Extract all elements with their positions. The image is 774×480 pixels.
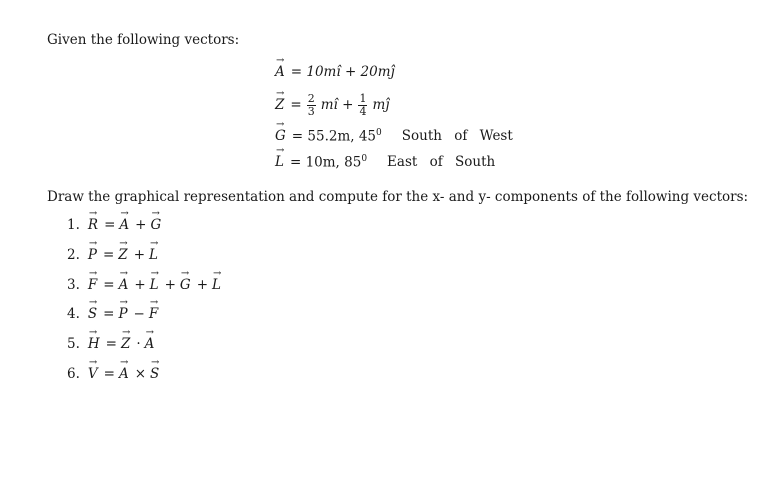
vector-z-equals: = <box>290 97 302 114</box>
item-operand-1: → Z <box>118 247 129 263</box>
item-operand-1: → P <box>118 306 129 322</box>
item-operand-1: → A <box>119 217 131 233</box>
item-operand-2: → L <box>149 247 160 263</box>
vector-l-magnitude-angle <box>290 154 367 171</box>
vector-z-definition <box>275 93 389 117</box>
fraction-2-denominator: 4 <box>359 104 367 118</box>
item-operand-2: → G <box>150 217 163 233</box>
vector-l-degree: 0 <box>361 154 368 164</box>
item-number: 1. <box>67 217 80 233</box>
list-item <box>67 247 160 263</box>
vector-g-degree: 0 <box>376 128 382 138</box>
item-operand-2: → S <box>150 366 161 382</box>
item-operand-2: → A <box>145 336 157 352</box>
vector-g-value: = 55.2m, 45 <box>291 128 377 145</box>
item-operand-4: → L <box>212 277 223 293</box>
item-operand-1: → Z <box>121 336 132 352</box>
item-lhs: → H <box>88 336 102 352</box>
vector-a-definition <box>275 64 395 80</box>
item-operand-2: → F <box>149 306 160 322</box>
vector-g-magnitude-angle <box>292 128 382 145</box>
item-operator-1: · <box>136 336 141 352</box>
item-equals: = <box>105 336 117 352</box>
item-equals: = <box>102 247 115 263</box>
item-number: 4. <box>67 306 80 322</box>
item-number: 6. <box>67 366 80 382</box>
item-lhs: → V <box>88 366 100 382</box>
item-number: 2. <box>67 247 80 263</box>
fraction-2-numerator: 1 <box>359 92 367 105</box>
item-operator-1: + <box>134 277 146 293</box>
list-item <box>67 217 163 233</box>
item-lhs: → S <box>88 306 99 322</box>
vector-g-symbol: → G <box>275 128 288 144</box>
item-equals: = <box>103 277 115 293</box>
item-operand-2: → L <box>150 277 161 293</box>
vector-g-direction: South of West <box>401 128 513 145</box>
vector-l-symbol: → L <box>275 154 286 170</box>
list-item <box>67 277 223 293</box>
vector-l-direction: East of South <box>387 154 496 171</box>
list-item <box>67 306 160 322</box>
vector-z-term-2: mĵ <box>372 97 390 114</box>
vector-z-symbol: → Z <box>275 97 286 113</box>
item-number: 3. <box>67 277 80 293</box>
item-lhs: → R <box>88 217 100 233</box>
item-lhs: → F <box>88 277 99 293</box>
vector-a-value: = 10mî + 20mĵ <box>290 64 395 80</box>
vector-z-fraction-2 <box>358 93 367 117</box>
item-operator-1: + <box>135 217 147 233</box>
item-operand-1: → A <box>119 277 131 293</box>
item-number: 5. <box>67 336 80 352</box>
intro-text: Given the following vectors: <box>47 32 240 48</box>
fraction-1-numerator: 2 <box>307 92 315 105</box>
vector-g-definition <box>275 128 513 145</box>
vector-z-term-1: mî + <box>320 97 354 114</box>
item-operator-1: × <box>134 366 147 382</box>
vector-a-symbol: → A <box>275 64 287 80</box>
item-operator-2: + <box>164 277 176 293</box>
vector-z-fraction-1 <box>307 93 316 117</box>
vector-l-value: = 10m, 85 <box>289 154 362 171</box>
list-item <box>67 336 156 352</box>
item-operand-3: → G <box>180 277 193 293</box>
list-item <box>67 366 161 382</box>
item-equals: = <box>103 366 115 382</box>
item-equals: = <box>104 217 116 233</box>
fraction-1-denominator: 3 <box>307 104 315 118</box>
item-operator-3: + <box>196 277 209 293</box>
item-operator-1: − <box>133 306 145 322</box>
item-operator-1: + <box>133 247 145 263</box>
task-instruction: Draw the graphical representation and compute for the x- and y- components of the following vectors: <box>47 189 749 205</box>
item-equals: = <box>103 306 115 322</box>
item-operand-1: → A <box>119 366 131 382</box>
vector-l-definition <box>275 154 495 171</box>
item-lhs: → P <box>88 247 99 263</box>
